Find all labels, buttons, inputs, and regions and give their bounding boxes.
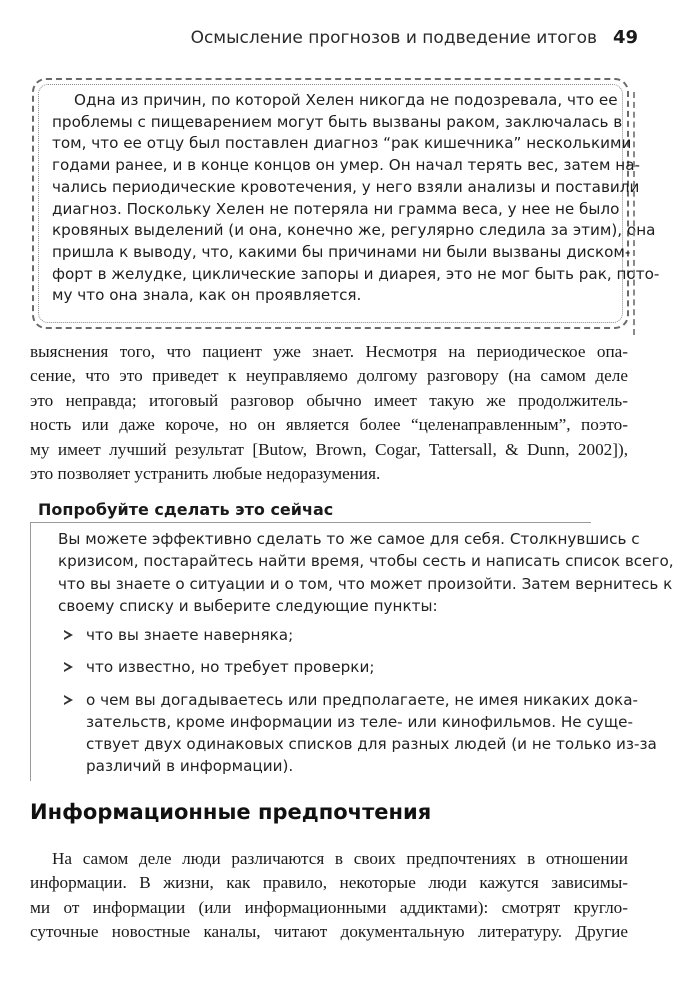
text-line: чались периодические кровотечения, у него взяли анализы и поставили [52, 177, 640, 196]
text-line: это неправда; итоговый разговор обычно имеет такую же продолжитель- [30, 390, 628, 410]
text-line: кризисом, постарайтесь найти время, чтобы сесть и написать список всего, [58, 552, 674, 571]
list-item-text: различий в информации). [86, 757, 294, 776]
text-line: Одна из причин, по которой Хелен никогда не подозревала, что ее [74, 91, 618, 109]
running-head-title: Осмысление прогнозов и подведение итогов [190, 28, 597, 48]
text-line: кровяных выделений (и она, конечно же, регулярно следила за этим), она [52, 221, 656, 240]
text-line: годами ранее, и в конце концов он умер. Он начал терять вес, затем на- [52, 156, 641, 175]
arrow-bullet-icon [64, 695, 73, 705]
text-line: том, что ее отцу был поставлен диагноз “рак кишечника” несколькими [52, 134, 632, 153]
body-paragraph [30, 340, 628, 486]
text-line: форт в желудке, циклические запоры и диарея, это не мог быть рак, пото- [52, 264, 660, 283]
list-item [58, 656, 618, 678]
text-line: му имеет лучший результат [Butow, Brown, Cogar, Tattersall, & Dunn, 2002]), [30, 439, 628, 459]
case-study-box [32, 78, 660, 329]
arrow-bullet-icon [64, 662, 73, 672]
text-line: что вы знаете о ситуации и о том, что может произойти. Затем вернитесь к [58, 574, 673, 593]
section-heading: Информационные предпочтения [30, 800, 432, 824]
text-line: ми от информации (или информационными аддиктами): смотрят кругло- [30, 897, 628, 917]
text-line: Вы можете эффективно сделать то же самое для себя. Столкнувшись с [58, 530, 640, 548]
try-it-heading: Попробуйте сделать это сейчас [38, 500, 334, 519]
text-line: проблемы с пищеварением могут быть вызваны раком, заключалась в [52, 112, 623, 131]
arrow-bullet-icon [64, 630, 73, 640]
text-line: информации. В жизни, как правило, некоторые люди кажутся зависимы- [30, 873, 628, 893]
case-study-text [52, 90, 660, 307]
text-line: выяснения того, что пациент уже знает. Несмотря на периодическое опа- [30, 342, 628, 361]
text-line: му что она знала, как он проявляется. [52, 286, 362, 305]
try-it-list [58, 624, 657, 778]
text-line: пришла к выводу, что, какими бы причинами ни были вызваны диском- [52, 242, 631, 261]
text-line: диагноз. Поскольку Хелен не потеряла ни грамма веса, у нее не было [52, 199, 620, 218]
text-line: своему списку и выберите следующие пункты: [58, 596, 438, 615]
list-item-text: ствует двух одинаковых списков для разных людей (и не только из-за [86, 735, 657, 754]
text-line: На самом деле люди различаются в своих предпочтениях в отношении [52, 849, 628, 868]
section-paragraph [30, 847, 628, 945]
list-item-text: что известно, но требует проверки; [86, 658, 375, 677]
list-item-text: зательств, кроме информации из теле- или кинофильмов. Не суще- [86, 712, 633, 731]
text-line: ность или даже короче, но он является более “целенаправленным”, поэто- [30, 415, 628, 435]
text-line: это позволяет устранить любые недоразумения. [30, 464, 381, 484]
list-item [58, 689, 657, 778]
running-head [0, 28, 682, 52]
text-line: суточные новостные каналы, читают документальную литературу. Другие [30, 922, 628, 942]
try-it-intro [58, 528, 674, 617]
text-line: сение, что это приведет к неуправляемо долгому разговору (на самом деле [30, 366, 628, 386]
list-item [58, 624, 618, 646]
list-item-text: что вы знаете наверняка; [86, 626, 294, 644]
list-item-text: о чем вы догадываетесь или предполагаете, не имея никаких дока- [86, 690, 639, 709]
page-number: 49 [612, 27, 638, 48]
